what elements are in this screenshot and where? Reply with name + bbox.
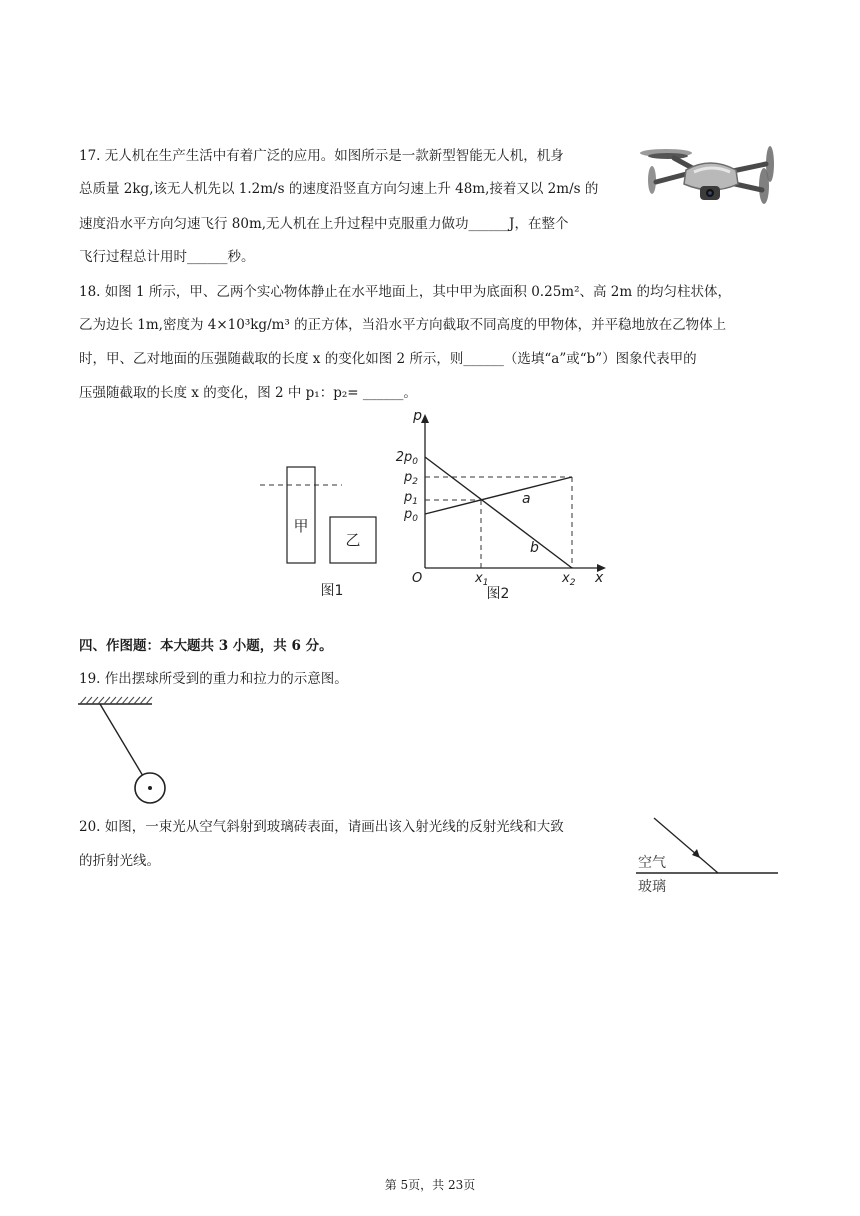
q18-line-2: 乙为边长 1m,密度为 4×10³kg/m³ 的正方体，当沿水平方向截取不同高度的甲物体，并平稳地放在乙物体上 bbox=[79, 317, 727, 333]
y-axis-label: p bbox=[413, 408, 422, 424]
figure-1 bbox=[250, 455, 390, 605]
glass-label: 玻璃 bbox=[638, 879, 666, 895]
q17-line-1: 17. 无人机在生产生活中有着广泛的应用。如图所示是一款新型智能无人机，机身 bbox=[79, 148, 564, 164]
tick-x1: $x_1$ bbox=[475, 571, 489, 588]
tick-p0: $p_0$ bbox=[404, 507, 418, 524]
drone-illustration bbox=[638, 146, 784, 212]
page-footer: 第 5页，共 23页 bbox=[384, 1178, 476, 1192]
line-b-label: b bbox=[530, 540, 539, 556]
q17-line-3: 速度沿水平方向匀速飞行 80m,无人机在上升过程中克服重力做功______J，在整个 bbox=[79, 216, 569, 232]
line-b bbox=[425, 457, 572, 568]
tick-2p0: $2p_0$ bbox=[395, 450, 418, 467]
x-axis-label: x bbox=[595, 570, 604, 586]
block-yi-label: 乙 bbox=[345, 531, 361, 549]
figure-2-caption: 图2 bbox=[486, 586, 510, 602]
tick-p2: $p_2$ bbox=[404, 470, 418, 487]
tick-x2: $x_2$ bbox=[562, 571, 576, 588]
figure-2 bbox=[390, 408, 610, 608]
tick-p1: $p_1$ bbox=[404, 490, 418, 507]
pendulum-string bbox=[100, 704, 143, 776]
origin-label: O bbox=[412, 571, 423, 586]
q18-line-4: 压强随截取的长度 x 的变化，图 2 中 p₁：p₂= ______。 bbox=[79, 385, 417, 401]
q18-line-3: 时，甲、乙对地面的压强随截取的长度 x 的变化如图 2 所示，则______（选填“a”或“b”）图象代表甲的 bbox=[79, 351, 697, 367]
refraction-figure bbox=[630, 812, 790, 898]
q19-text: 19. 作出摆球所受到的重力和拉力的示意图。 bbox=[79, 671, 348, 687]
figure-1-caption: 图1 bbox=[320, 583, 344, 599]
air-label: 空气 bbox=[638, 855, 666, 871]
block-jia-label: 甲 bbox=[293, 517, 309, 535]
q17-line-2: 总质量 2kg,该无人机先以 1.2m/s 的速度沿竖直方向匀速上升 48m,接着又以 2m/s 的 bbox=[79, 181, 599, 197]
q18-line-1: 18. 如图 1 所示，甲、乙两个实心物体静止在水平地面上，其中甲为底面积 0.25m²、高 2m 的均匀柱状体， bbox=[79, 284, 731, 300]
q17-line-4: 飞行过程总计用时______秒。 bbox=[79, 249, 255, 265]
line-a bbox=[425, 477, 572, 514]
pendulum-figure bbox=[76, 694, 176, 809]
q20-line-2: 的折射光线。 bbox=[79, 853, 160, 869]
section-4-heading: 四、作图题：本大题共 3 小题，共 6 分。 bbox=[79, 638, 333, 654]
line-a-label: a bbox=[522, 491, 531, 507]
q20-line-1: 20. 如图，一束光从空气斜射到玻璃砖表面，请画出该入射光线的反射光线和大致 bbox=[79, 819, 564, 835]
